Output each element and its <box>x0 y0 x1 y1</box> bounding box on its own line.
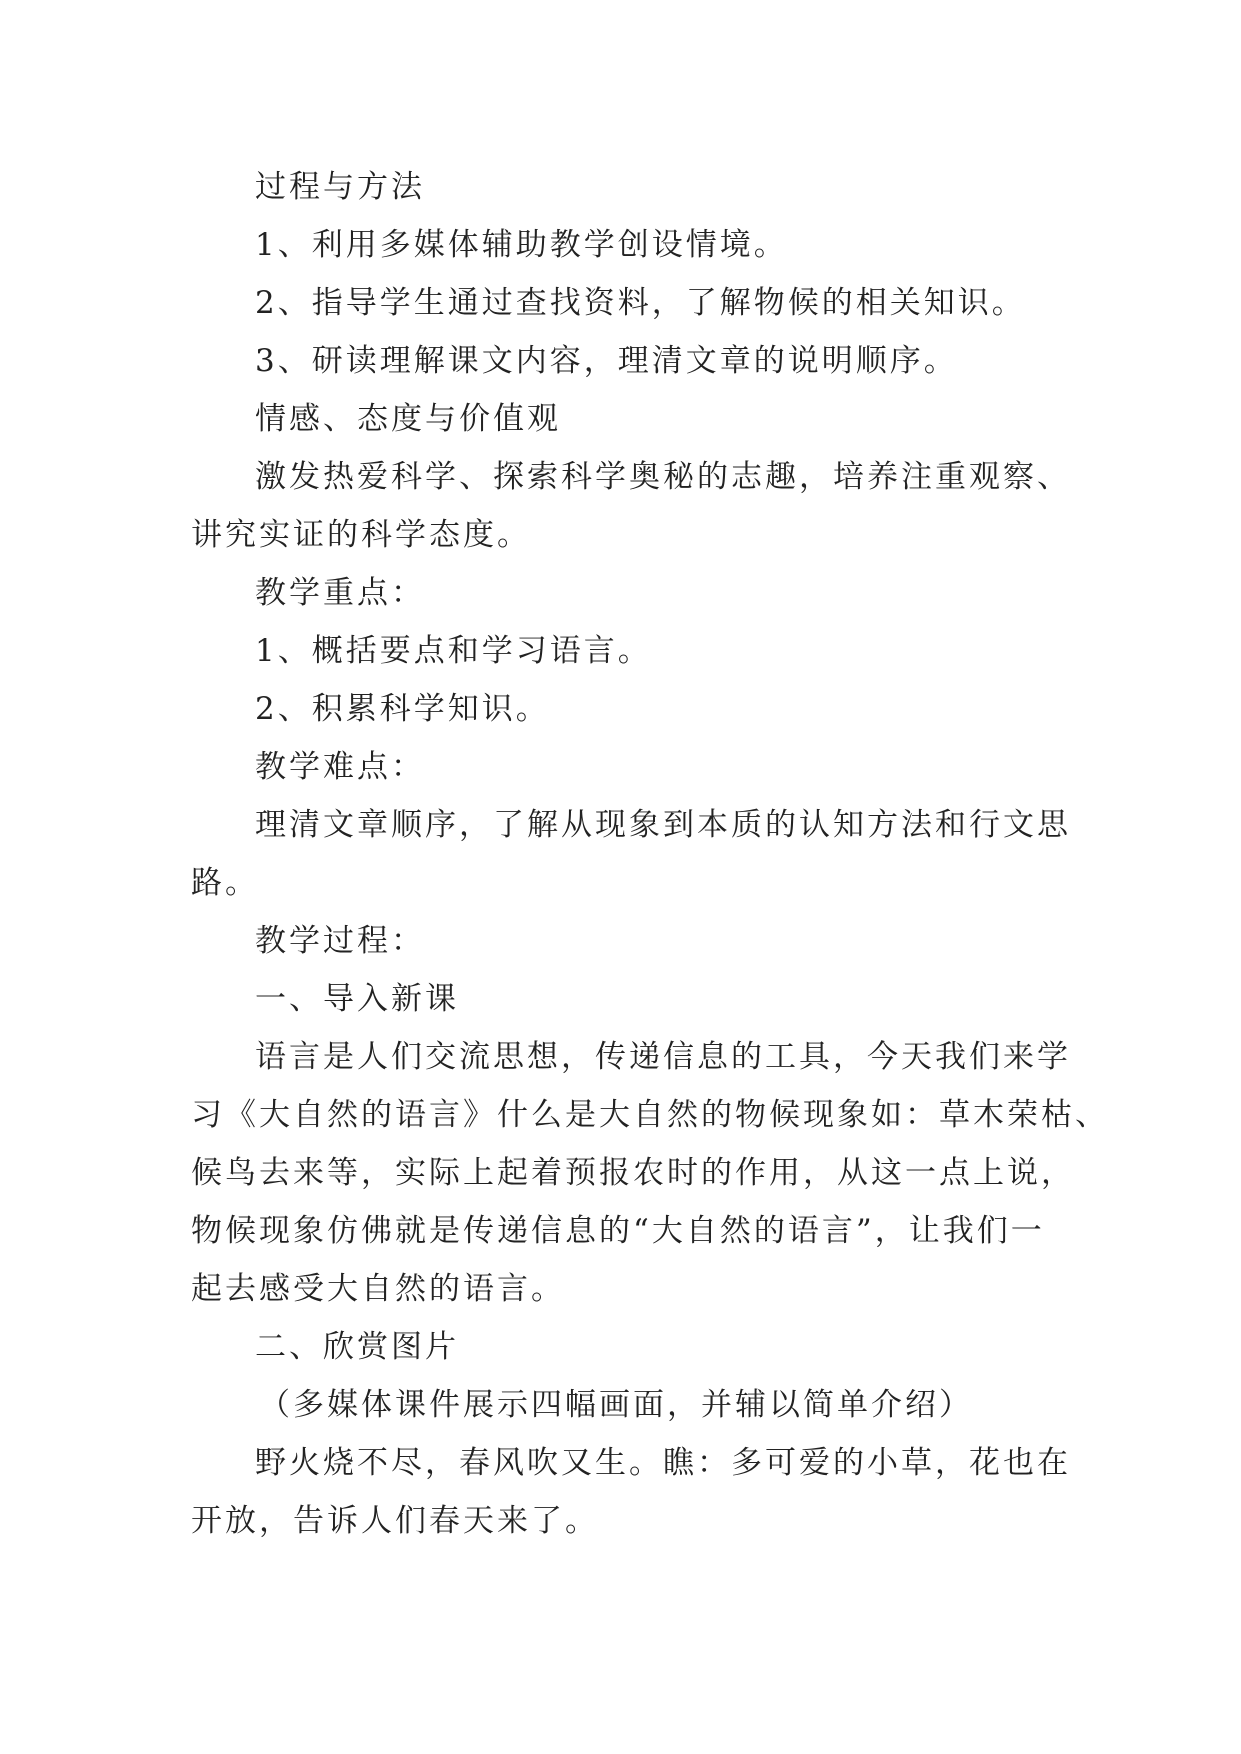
section-heading-attitude-values: 情感、态度与价值观 <box>255 401 561 437</box>
list-item: 3、研读理解课文内容，理清文章的说明顺序。 <box>255 343 958 379</box>
subsection-heading-intro: 一、导入新课 <box>255 981 459 1017</box>
paragraph-line: （多媒体课件展示四幅画面，并辅以简单介绍） <box>259 1387 973 1423</box>
paragraph-line: 候鸟去来等，实际上起着预报农时的作用，从这一点上说， <box>191 1155 1075 1191</box>
section-heading-key-points: 教学重点： <box>255 575 425 611</box>
list-item: 2、积累科学知识。 <box>255 691 550 727</box>
paragraph-line: 物候现象仿佛就是传递信息的“大自然的语言”，让我们一 <box>191 1213 1045 1249</box>
list-item: 1、概括要点和学习语言。 <box>255 633 652 669</box>
paragraph-line: 理清文章顺序，了解从现象到本质的认知方法和行文思 <box>255 807 1071 843</box>
section-heading-process-method: 过程与方法 <box>255 169 425 205</box>
paragraph-line: 起去感受大自然的语言。 <box>191 1271 565 1307</box>
paragraph-line: 语言是人们交流思想，传递信息的工具，今天我们来学 <box>255 1039 1071 1075</box>
section-heading-difficulties: 教学难点： <box>255 749 425 785</box>
paragraph-line: 激发热爱科学、探索科学奥秘的志趣，培养注重观察、 <box>255 459 1071 495</box>
paragraph-line: 讲究实证的科学态度。 <box>191 517 531 553</box>
section-heading-teaching-process: 教学过程： <box>255 923 425 959</box>
list-item: 2、指导学生通过查找资料，了解物候的相关知识。 <box>255 285 1026 321</box>
document-body <box>191 158 1109 1550</box>
paragraph-line: 习《大自然的语言》什么是大自然的物候现象如：草木荣枯、 <box>191 1097 1109 1133</box>
list-item: 1、利用多媒体辅助教学创设情境。 <box>255 227 788 263</box>
paragraph-line: 野火烧不尽，春风吹又生。瞧：多可爱的小草，花也在 <box>255 1445 1071 1481</box>
subsection-heading-pictures: 二、欣赏图片 <box>255 1329 459 1365</box>
paragraph-line: 开放，告诉人们春天来了。 <box>191 1503 599 1539</box>
paragraph-line: 路。 <box>191 865 259 901</box>
